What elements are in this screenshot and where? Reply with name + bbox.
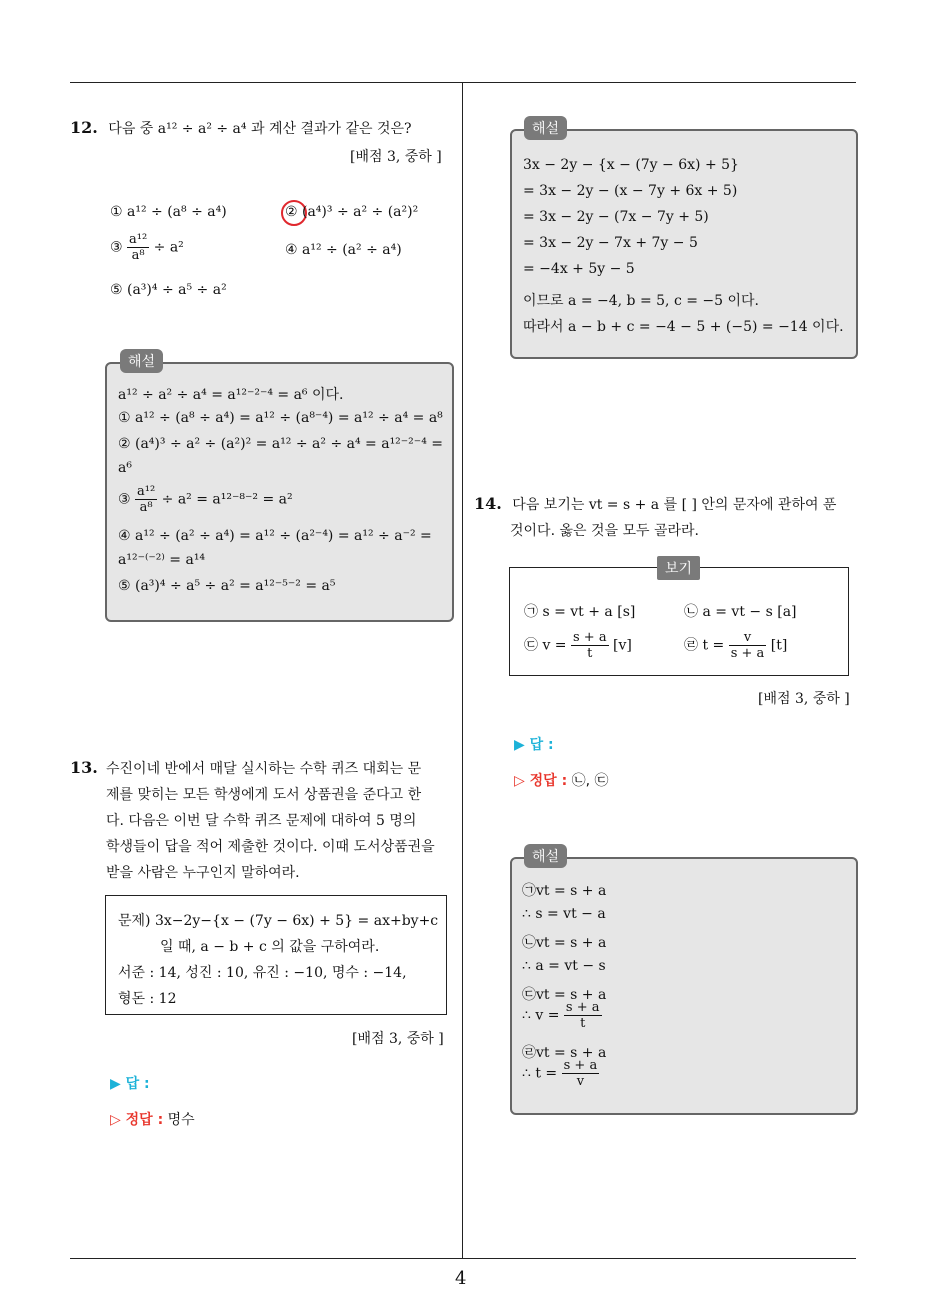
explanation-line: 따라서 a − b + c = −4 − 5 + (−5) = −14 이다. <box>523 319 844 335</box>
answer-label: ▶ 답 : <box>110 1076 150 1092</box>
column-divider <box>462 83 463 1258</box>
top-rule <box>70 82 856 83</box>
explanation-line: ② (a⁴)³ ÷ a² ÷ (a²)² = a¹² ÷ a² ÷ a⁴ = a¹²⁻²⁻⁴ = <box>118 436 443 452</box>
option-3-fraction <box>127 232 149 263</box>
option-4[interactable]: ④ a¹² ÷ (a² ÷ a⁴) <box>285 242 402 258</box>
fraction-denominator: v <box>576 1074 585 1089</box>
explanation-line: ㉠vt = s + a <box>522 883 607 899</box>
fraction-numerator: s + a <box>563 1058 598 1073</box>
problem-line: 문제) 3x−2y−{x − (7y − 6x) + 5} = ax+by+c <box>118 913 439 929</box>
problem-line: 형돈 : 12 <box>118 991 177 1007</box>
fraction-numerator: v <box>729 630 767 646</box>
explanation-fraction <box>562 1058 600 1089</box>
explanation-tag: 해설 <box>524 844 567 868</box>
question-number: 14. <box>474 494 502 513</box>
bogi-suffix: [v] <box>613 637 632 654</box>
bogi-suffix: [t] <box>770 637 788 654</box>
explanation-line: ④ a¹² ÷ (a² ÷ a⁴) = a¹² ÷ (a²⁻⁴) = a¹² ÷ a⁻² = <box>118 528 432 544</box>
explanation-line: ① a¹² ÷ (a⁸ ÷ a⁴) = a¹² ÷ (a⁸⁻⁴) = a¹² ÷ a⁴ = a⁸ <box>118 410 443 426</box>
explanation-line: = −4x + 5y − 5 <box>523 261 635 277</box>
explanation-line: a⁶ <box>118 460 132 476</box>
option-3-suffix: ÷ a² <box>153 239 184 256</box>
fraction-denominator: t <box>580 1016 586 1031</box>
explanation-prefix: ∴ v = <box>522 1007 560 1024</box>
explanation-line: = 3x − 2y − (7x − 7y + 5) <box>523 209 709 225</box>
bogi-item-1: ㉠ s = vt + a [s] <box>524 604 636 620</box>
explanation-line: ∴ s = vt − a <box>522 906 606 922</box>
bogi-item-4 <box>684 630 787 661</box>
fraction-numerator: a¹² <box>129 232 148 247</box>
problem-line: 일 때, a − b + c 의 값을 구하여라. <box>160 939 380 955</box>
stem-line: 학생들이 답을 적어 제출한 것이다. 이때 도서상품권을 <box>106 839 435 855</box>
correct-label: ▷ 정답 : <box>514 773 568 789</box>
option-3[interactable] <box>110 232 184 263</box>
score-label: [배점 3, 중하 ] <box>352 1031 444 1047</box>
explanation-tag: 해설 <box>120 349 163 373</box>
explanation-line: ㉣vt = s + a <box>522 1045 607 1061</box>
fraction-numerator: s + a <box>573 630 607 645</box>
bogi-item-2: ㉡ a = vt − s [a] <box>684 604 797 620</box>
explanation-line: ⑤ (a³)⁴ ÷ a⁵ ÷ a² = a¹²⁻⁵⁻² = a⁵ <box>118 578 336 594</box>
question-stem: 다음 중 a¹² ÷ a² ÷ a⁴ 과 계산 결과가 같은 것은? <box>108 121 412 137</box>
option-3-marker: ③ <box>110 239 123 256</box>
stem-line: 다. 다음은 이번 달 수학 퀴즈 문제에 대하여 5 명의 <box>106 813 417 829</box>
explanation-line: ∴ a = vt − s <box>522 958 606 974</box>
explanation-line <box>522 1000 602 1031</box>
correct-answer <box>110 1109 195 1129</box>
explanation-line: a¹² ÷ a² ÷ a⁴ = a¹²⁻²⁻⁴ = a⁶ 이다. <box>118 387 344 403</box>
explanation-line: ㉢vt = s + a <box>522 987 607 1003</box>
fraction-denominator: s + a <box>730 646 765 661</box>
explanation-fraction <box>564 1000 602 1031</box>
question-stem: 것이다. 옳은 것을 모두 골라라. <box>510 523 699 539</box>
score-label: [배점 3, 중하 ] <box>758 691 850 707</box>
page-number: 4 <box>455 1268 467 1289</box>
bogi-fraction <box>729 630 767 661</box>
correct-value: 명수 <box>167 1112 195 1128</box>
explanation-line: ㉡vt = s + a <box>522 935 607 951</box>
question-number: 12. <box>70 118 98 137</box>
stem-line: 받을 사람은 누구인지 말하여라. <box>106 865 300 881</box>
fraction-numerator: s + a <box>565 1000 600 1015</box>
correct-label: ▷ 정답 : <box>110 1112 164 1128</box>
explanation-suffix: ÷ a² = a¹²⁻⁸⁻² = a² <box>161 491 293 508</box>
fraction-denominator: t <box>587 646 593 661</box>
option-5[interactable]: ⑤ (a³)⁴ ÷ a⁵ ÷ a² <box>110 282 227 298</box>
stem-line: 제를 맞히는 모든 학생에게 도서 상품권을 준다고 한 <box>106 787 422 803</box>
option-2[interactable]: ② (a⁴)³ ÷ a² ÷ (a²)² <box>285 204 419 220</box>
option-1[interactable]: ① a¹² ÷ (a⁸ ÷ a⁴) <box>110 204 227 220</box>
correct-answer <box>514 770 609 790</box>
explanation-line <box>118 484 293 515</box>
bogi-item-3 <box>524 630 632 661</box>
explanation-fraction <box>135 484 157 515</box>
question-number: 13. <box>70 758 98 777</box>
explanation-line <box>522 1058 599 1089</box>
fraction-numerator: a¹² <box>137 484 156 499</box>
bogi-prefix: ㉢ v = <box>524 637 567 654</box>
explanation-marker: ③ <box>118 491 131 508</box>
bottom-rule <box>70 1258 856 1259</box>
explanation-line: 3x − 2y − {x − (7y − 6x) + 5} <box>523 157 739 173</box>
correct-value: ㉡, ㉢ <box>571 773 609 789</box>
bogi-tag: 보기 <box>657 556 700 580</box>
explanation-line: = 3x − 2y − (x − 7y + 6x + 5) <box>523 183 738 199</box>
explanation-tag: 해설 <box>524 116 567 140</box>
answer-label: ▶ 답 : <box>514 737 554 753</box>
explanation-line: 이므로 a = −4, b = 5, c = −5 이다. <box>523 293 759 309</box>
bogi-prefix: ㉣ t = <box>684 637 725 654</box>
stem-line: 수진이네 반에서 매달 실시하는 수학 퀴즈 대회는 문 <box>106 761 422 777</box>
question-stem: 다음 보기는 vt = s + a 를 [ ] 안의 문자에 관하여 푼 <box>512 497 837 513</box>
problem-line: 서준 : 14, 성진 : 10, 유진 : −10, 명수 : −14, <box>118 965 407 981</box>
explanation-prefix: ∴ t = <box>522 1065 558 1082</box>
bogi-fraction <box>571 630 609 661</box>
fraction-denominator: a⁸ <box>131 248 145 263</box>
explanation-line: a¹²⁻⁽⁻²⁾ = a¹⁴ <box>118 552 206 568</box>
fraction-denominator: a⁸ <box>139 500 153 515</box>
score-label: [배점 3, 중하 ] <box>350 149 442 165</box>
explanation-line: = 3x − 2y − 7x + 7y − 5 <box>523 235 698 251</box>
